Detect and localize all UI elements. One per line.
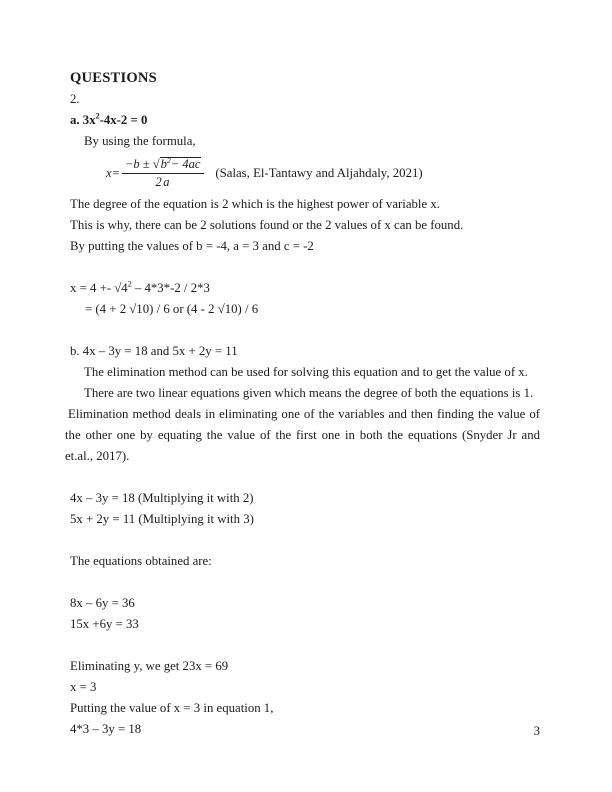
solution-step-1-rest: – 4*3*-2 / 2*3 bbox=[131, 281, 210, 295]
equation-result-2: 15x +6y = 33 bbox=[70, 617, 139, 631]
radicand-exponent: 2 bbox=[166, 155, 171, 165]
x-value-line: x = 3 bbox=[70, 680, 97, 694]
elimination-description-paragraph: Elimination method deals in eliminating one of the variables and then finding the value of the other one by equating the value of the first one in both the equations (Snyder Jr and et.al., 2017). bbox=[65, 407, 540, 463]
linear-equations-paragraph: There are two linear equations given which means the degree of both the equations is 1. bbox=[84, 386, 534, 400]
spacer bbox=[70, 257, 540, 278]
page-number: 3 bbox=[533, 724, 540, 738]
radicand-rest: − 4ac bbox=[170, 156, 201, 171]
questions-heading: QUESTIONS bbox=[70, 70, 157, 86]
equation-multiply-2: 5x + 2y = 11 (Multiplying it with 3) bbox=[70, 512, 254, 526]
part-a-heading-rest: -4x-2 = 0 bbox=[99, 113, 148, 127]
formula-numerator bbox=[122, 157, 204, 173]
quadratic-formula bbox=[70, 152, 540, 194]
formula-intro: By using the formula, bbox=[84, 134, 196, 148]
equation-result-1: 8x – 6y = 36 bbox=[70, 596, 135, 610]
question-number: 2. bbox=[70, 92, 80, 106]
equations-obtained-label: The equations obtained are: bbox=[70, 554, 212, 568]
part-a-heading-exponent: 2 bbox=[95, 111, 100, 121]
radical-sign: √ bbox=[152, 156, 160, 171]
spacer bbox=[70, 530, 540, 551]
spacer bbox=[70, 320, 540, 341]
solution-step-1 bbox=[70, 278, 540, 299]
equation-multiply-1: 4x – 3y = 18 (Multiplying it with 2) bbox=[70, 491, 254, 505]
formula-citation: (Salas, El-Tantawy and Aljahdaly, 2021) bbox=[215, 165, 423, 180]
radicand-base: b bbox=[160, 156, 167, 171]
part-b-heading: b. 4x – 3y = 18 and 5x + 2y = 11 bbox=[70, 344, 238, 358]
formula-fraction bbox=[122, 157, 204, 190]
spacer bbox=[70, 572, 540, 593]
formula-lhs: x= bbox=[106, 165, 120, 180]
substituted-equation: 4*3 – 3y = 18 bbox=[70, 722, 142, 736]
solution-step-1-exponent: 2 bbox=[127, 279, 132, 289]
spacer bbox=[70, 635, 540, 656]
numerator-prefix: −b ± bbox=[124, 156, 153, 171]
formula-denominator: 2a bbox=[122, 173, 204, 190]
eliminate-y-line: Eliminating y, we get 23x = 69 bbox=[70, 659, 229, 673]
elimination-paragraph: The elimination method can be used for solving this equation and to get the value of x. bbox=[84, 365, 528, 379]
solution-step-2: = (4 + 2 √10) / 6 or (4 - 2 √10) / 6 bbox=[85, 302, 259, 316]
page-content bbox=[65, 68, 540, 740]
radicand bbox=[160, 157, 202, 171]
part-a-heading-text: a. 3x bbox=[70, 113, 96, 127]
spacer bbox=[70, 467, 540, 488]
part-a-heading bbox=[70, 110, 540, 131]
substitute-line: Putting the value of x = 3 in equation 1, bbox=[70, 701, 274, 715]
solution-step-1-text: x = 4 +- √4 bbox=[70, 281, 128, 295]
degree-paragraph: The degree of the equation is 2 which is the highest power of variable x. bbox=[70, 197, 440, 211]
values-paragraph: By putting the values of b = -4, a = 3 and c = -2 bbox=[70, 239, 314, 253]
solutions-paragraph: This is why, there can be 2 solutions found or the 2 values of x can be found. bbox=[70, 218, 464, 232]
